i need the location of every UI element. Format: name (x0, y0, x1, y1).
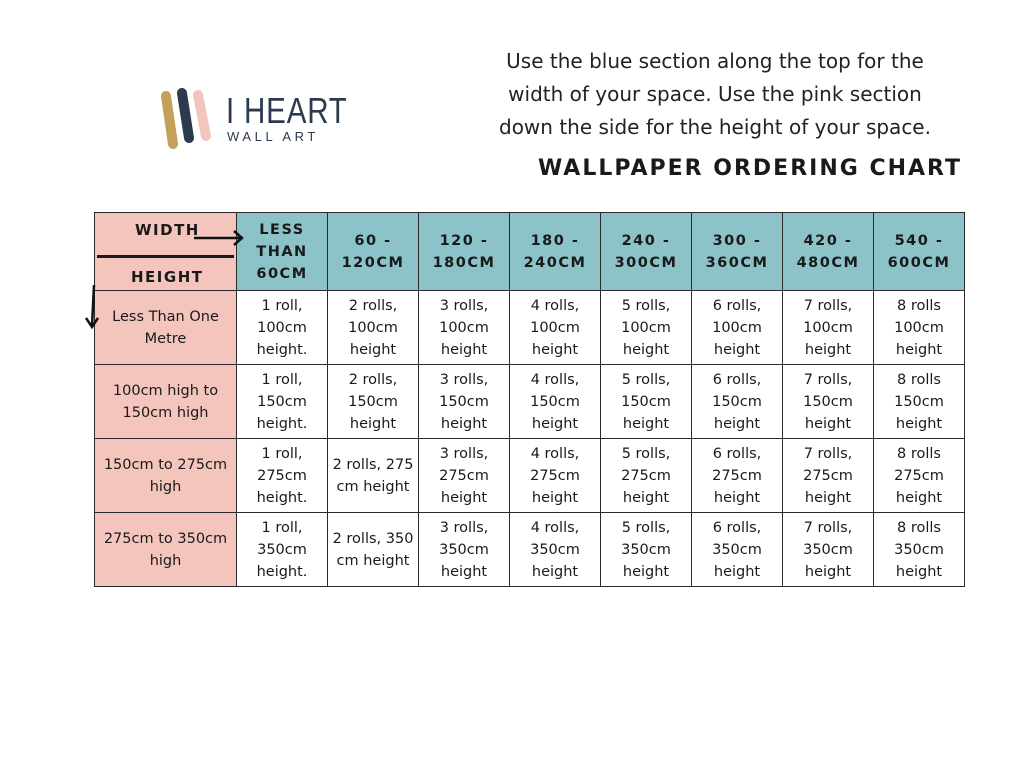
width-header-cell (328, 213, 419, 291)
cell-line: height (440, 489, 488, 506)
roll-count-cell (237, 365, 328, 439)
cell-line: 350cm (439, 541, 489, 558)
chart-title: WALLPAPER ORDERING CHART (538, 156, 962, 181)
cell-line: 100cm (803, 319, 853, 336)
cell-line: 3 rolls, (439, 371, 489, 388)
cell-line: Less Than One (112, 308, 219, 325)
cell-line: 7 rolls, (803, 297, 853, 314)
divider-line (97, 255, 234, 258)
width-header-row (95, 213, 965, 291)
roll-count-cell (692, 291, 783, 365)
cell-line: 150cm (894, 393, 944, 410)
cell-line: 350cm (257, 541, 307, 558)
roll-count-cell (601, 291, 692, 365)
cell-line: height (622, 563, 670, 580)
logo-brushstrokes-icon (157, 86, 221, 152)
cell-line: 360CM (705, 254, 769, 271)
cell-line: height. (256, 563, 308, 580)
cell-line: LESS (259, 221, 305, 238)
cell-line: 100cm (894, 319, 944, 336)
cell-line: height. (256, 489, 308, 506)
width-header-cell (692, 213, 783, 291)
cell-line: height (440, 415, 488, 432)
roll-count-cell (692, 513, 783, 587)
cell-line: 150cm (257, 393, 307, 410)
cell-line: 60 - (354, 232, 392, 249)
cell-line: 350cm (894, 541, 944, 558)
width-header-cell (237, 213, 328, 291)
cell-line: 3 rolls, (439, 297, 489, 314)
roll-count-cell (601, 513, 692, 587)
cell-line: 7 rolls, (803, 445, 853, 462)
cell-line: 8 rolls (897, 297, 941, 314)
brand-logo (157, 86, 348, 156)
instruction-line: down the side for the height of your space. (499, 115, 931, 139)
cell-line: 240CM (523, 254, 587, 271)
table-row (95, 365, 965, 439)
roll-count-cell (510, 513, 601, 587)
width-header-cell (783, 213, 874, 291)
cell-line: 120CM (341, 254, 405, 271)
roll-count-cell (510, 365, 601, 439)
cell-line: 275cm (894, 467, 944, 484)
roll-count-cell (874, 513, 965, 587)
cell-line: 150cm (803, 393, 853, 410)
cell-line: 3 rolls, (439, 445, 489, 462)
cell-line: 5 rolls, (621, 445, 671, 462)
corner-cell (95, 213, 237, 291)
table-row (95, 439, 965, 513)
cell-line: height (349, 341, 397, 358)
roll-count-cell (328, 513, 419, 587)
cell-line: high (149, 478, 182, 495)
cell-line: 100cm (712, 319, 762, 336)
instruction-line: Use the blue section along the top for the (506, 49, 924, 73)
cell-line: 5 rolls, (621, 519, 671, 536)
cell-line: 5 rolls, (621, 371, 671, 388)
roll-count-cell (237, 439, 328, 513)
cell-line: height (531, 341, 579, 358)
cell-line: 100cm (257, 319, 307, 336)
cell-line: height (622, 341, 670, 358)
cell-line: 350cm (530, 541, 580, 558)
cell-line: height. (256, 415, 308, 432)
cell-line: 4 rolls, (530, 297, 580, 314)
roll-count-cell (874, 365, 965, 439)
roll-count-cell (874, 291, 965, 365)
cell-line: height (713, 563, 761, 580)
table-row (95, 291, 965, 365)
cell-line: 275cm (712, 467, 762, 484)
cell-line: 480CM (796, 254, 860, 271)
cell-line: 150cm (348, 393, 398, 410)
cell-line: 275cm (530, 467, 580, 484)
cell-line: height (713, 341, 761, 358)
cell-line: 150cm (621, 393, 671, 410)
cell-line: 8 rolls (897, 445, 941, 462)
roll-count-cell (419, 439, 510, 513)
height-header-cell (95, 291, 237, 365)
cell-line: 1 roll, (261, 519, 303, 536)
cell-line: height (622, 415, 670, 432)
ordering-chart-table (94, 212, 965, 587)
cell-line: height (804, 563, 852, 580)
cell-line: 150cm (530, 393, 580, 410)
cell-line: 6 rolls, (712, 519, 762, 536)
cell-line: 8 rolls (897, 519, 941, 536)
cell-line: height (713, 489, 761, 506)
cell-line: height (895, 489, 943, 506)
roll-count-cell (874, 439, 965, 513)
width-header-cell (601, 213, 692, 291)
logo-subtitle: WALL ART (227, 129, 319, 144)
cell-line: high (149, 552, 182, 569)
cell-line: 350cm (803, 541, 853, 558)
cell-line: 100cm (348, 319, 398, 336)
cell-line: 4 rolls, (530, 371, 580, 388)
height-label: HEIGHT (131, 268, 204, 286)
cell-line: cm height (336, 478, 410, 495)
cell-line: 7 rolls, (803, 371, 853, 388)
roll-count-cell (783, 513, 874, 587)
roll-count-cell (510, 439, 601, 513)
cell-line: 300 - (712, 232, 762, 249)
cell-line: 100cm (439, 319, 489, 336)
roll-count-cell (419, 291, 510, 365)
cell-line: height (804, 489, 852, 506)
height-header-cell (95, 439, 237, 513)
cell-line: 2 rolls, 350 (332, 530, 414, 547)
roll-count-cell (237, 291, 328, 365)
cell-line: 8 rolls (897, 371, 941, 388)
roll-count-cell (692, 365, 783, 439)
instruction-line: width of your space. Use the pink section (508, 82, 922, 106)
roll-count-cell (510, 291, 601, 365)
cell-line: 2 rolls, (348, 371, 398, 388)
cell-line: 100cm (530, 319, 580, 336)
cell-line: 60CM (256, 265, 308, 282)
instructions-text (460, 45, 970, 144)
cell-line: height (895, 563, 943, 580)
cell-line: cm height (336, 552, 410, 569)
cell-line: 240 - (621, 232, 671, 249)
cell-line: 100cm high to (112, 382, 219, 399)
cell-line: 275cm to 350cm (103, 530, 228, 547)
height-header-cell (95, 513, 237, 587)
cell-line: 150cm (712, 393, 762, 410)
cell-line: 100cm (621, 319, 671, 336)
roll-count-cell (692, 439, 783, 513)
cell-line: 275cm (621, 467, 671, 484)
cell-line: 300CM (614, 254, 678, 271)
cell-line: THAN (256, 243, 308, 260)
cell-line: 5 rolls, (621, 297, 671, 314)
cell-line: 7 rolls, (803, 519, 853, 536)
cell-line: height (804, 341, 852, 358)
cell-line: 4 rolls, (530, 519, 580, 536)
cell-line: 150cm high (122, 404, 209, 421)
cell-line: 2 rolls, (348, 297, 398, 314)
cell-line: height (349, 415, 397, 432)
cell-line: 600CM (887, 254, 951, 271)
roll-count-cell (237, 513, 328, 587)
cell-line: 350cm (712, 541, 762, 558)
cell-line: height (531, 489, 579, 506)
cell-line: 6 rolls, (712, 297, 762, 314)
table-row (95, 513, 965, 587)
cell-line: 150cm to 275cm (103, 456, 228, 473)
cell-line: 180 - (530, 232, 580, 249)
cell-line: height (804, 415, 852, 432)
cell-line: 275cm (257, 467, 307, 484)
roll-count-cell (601, 365, 692, 439)
cell-line: 4 rolls, (530, 445, 580, 462)
cell-line: height (622, 489, 670, 506)
cell-line: height (440, 563, 488, 580)
cell-line: height. (256, 341, 308, 358)
roll-count-cell (601, 439, 692, 513)
cell-line: 3 rolls, (439, 519, 489, 536)
roll-count-cell (328, 291, 419, 365)
width-header-cell (874, 213, 965, 291)
width-header-cell (510, 213, 601, 291)
roll-count-cell (783, 291, 874, 365)
roll-count-cell (783, 439, 874, 513)
roll-count-cell (783, 365, 874, 439)
cell-line: 275cm (439, 467, 489, 484)
cell-line: Metre (144, 330, 187, 347)
cell-line: 350cm (621, 541, 671, 558)
roll-count-cell (419, 365, 510, 439)
cell-line: height (713, 415, 761, 432)
cell-line: height (895, 341, 943, 358)
logo-title: I HEART (226, 90, 348, 131)
roll-count-cell (328, 365, 419, 439)
cell-line: 120 - (439, 232, 489, 249)
cell-line: height (895, 415, 943, 432)
cell-line: 150cm (439, 393, 489, 410)
height-header-cell (95, 365, 237, 439)
cell-line: 275cm (803, 467, 853, 484)
cell-line: height (531, 415, 579, 432)
cell-line: 540 - (894, 232, 944, 249)
cell-line: 1 roll, (261, 297, 303, 314)
cell-line: height (531, 563, 579, 580)
cell-line: height (440, 341, 488, 358)
cell-line: 6 rolls, (712, 445, 762, 462)
cell-line: 2 rolls, 275 (332, 456, 414, 473)
cell-line: 1 roll, (261, 371, 303, 388)
cell-line: 420 - (803, 232, 853, 249)
roll-count-cell (328, 439, 419, 513)
width-label: WIDTH (135, 221, 200, 239)
cell-line: 180CM (432, 254, 496, 271)
cell-line: 6 rolls, (712, 371, 762, 388)
roll-count-cell (419, 513, 510, 587)
cell-line: 1 roll, (261, 445, 303, 462)
width-header-cell (419, 213, 510, 291)
